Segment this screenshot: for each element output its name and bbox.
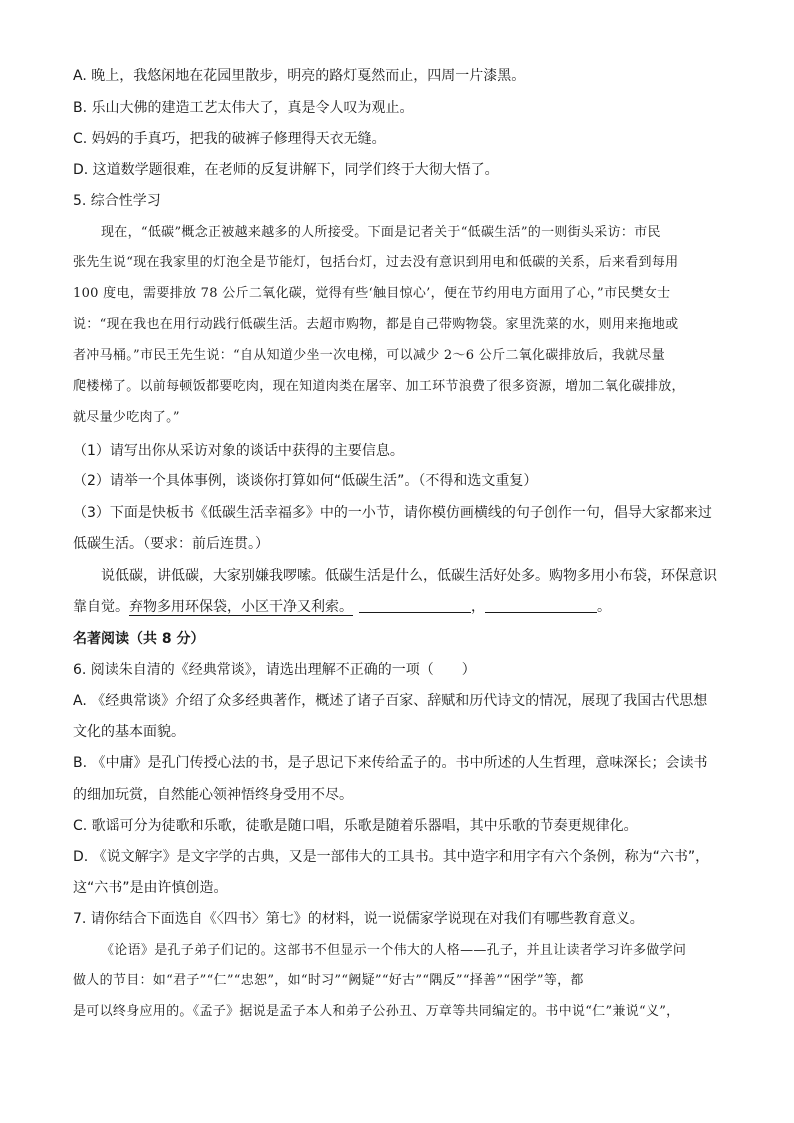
- verse-line-2: [73, 597, 733, 617]
- q4-option-c: C. 妈妈的手真巧，把我的破裤子修理得天衣无缝。: [73, 131, 386, 147]
- q4-option-d: D. 这道数学题很难，在老师的反复讲解下，同学们终于大彻大悟了。: [73, 162, 499, 178]
- q5-subquestion-3-line-2: 低碳生活。（要求：前后连贯。）: [73, 536, 269, 552]
- q5-passage-line-1: 现在，“低碳”概念正被越来越多的人所接受。下面是记者关于“低碳生活”的一则街头采访：市民: [101, 225, 661, 240]
- q5-passage-line-2: 张先生说“现在我家里的灯泡全是节能灯，包括台灯，过去没有意识到用电和低碳的关系，后来看到每用: [73, 255, 679, 270]
- verse-underlined-sentence: 弃物多用环保袋，小区干净又利索。: [129, 599, 353, 615]
- answer-blank-1[interactable]: [359, 598, 471, 613]
- q6-option-d-line-1: D. 《说文解字》是文字学的古典，又是一部伟大的工具书。其中造字和用字有六个条例，称为“六书”，: [73, 849, 710, 865]
- q7-passage-line-2: 做人的节目：如“君子”“仁”“忠恕”，如“时习”“阙疑”“好古”“隅反”“择善”“困学”等，都: [73, 973, 584, 988]
- answer-blank-2[interactable]: [485, 598, 597, 613]
- q6-stem: 6. 阅读朱自清的《经典常谈》，请选出理解不正确的一项（ ）: [73, 662, 476, 678]
- q7-stem: 7. 请你结合下面选自《〈四书〉第七》的材料，说一说儒家学说现在对我们有哪些教育意义。: [73, 911, 644, 927]
- q6-option-a-line-2: 文化的基本面貌。: [73, 724, 185, 740]
- q6-option-d-line-2: 这“六书”是由许慎创造。: [73, 880, 228, 896]
- verse-separator: ，: [471, 599, 485, 615]
- verse-line-1: 说低碳，讲低碳，大家别嫌我啰嗦。低碳生活是什么，低碳生活好处多。购物多用小布袋，环保意识: [101, 568, 717, 584]
- q5-subquestion-3-line-1: （3）下面是快板书《低碳生活幸福多》中的一小节，请你模仿画横线的句子创作一句，倡导大家都来过: [73, 505, 712, 521]
- q5-subquestion-2: （2）请举一个具体事例，谈谈你打算如何“低碳生活”。（不得和选文重复）: [73, 473, 538, 489]
- q5-passage-line-3: 100 度电，需要排放 78 公斤二氧化碳，觉得有些‘触目惊心’，便在节约用电方面用了心，”市民樊女士: [73, 286, 671, 301]
- q7-passage-line-3: 是可以终身应用的。《孟子》据说是孟子本人和弟子公孙丑、万章等共同编定的。书中说“仁”兼说“义”，: [73, 1004, 680, 1019]
- q5-passage-line-4: 说：“现在我也在用行动践行低碳生活。去超市购物，都是自己带购物袋。家里洗菜的水，则用来拖地或: [73, 317, 679, 332]
- q6-option-c: C. 歌谣可分为徒歌和乐歌，徒歌是随口唱，乐歌是随着乐器唱，其中乐歌的节奏更规律化。: [73, 818, 638, 834]
- q5-passage-line-5: 者冲马桶。”市民王先生说：“自从知道少坐一次电梯，可以减少 2～6 公斤二氧化碳排放后，我就尽量: [73, 348, 665, 363]
- q5-passage-line-7: 就尽量少吃肉了。”: [73, 410, 180, 425]
- q7-passage-line-1: 《论语》是孔子弟子们记的。这部书不但显示一个伟大的人格——孔子，并且让读者学习许多做学问: [101, 943, 687, 958]
- q4-option-a: A. 晚上，我悠闲地在花园里散步，明亮的路灯戛然而止，四周一片漆黑。: [73, 68, 526, 84]
- q5-passage-line-6: 爬楼梯了。以前每顿饭都要吃肉，现在知道肉类在屠宰、加工环节浪费了很多资源，增加二氧化碳排放，: [73, 379, 685, 394]
- q5-heading: 5. 综合性学习: [73, 193, 161, 209]
- q6-option-b-line-2: 的细加玩赏，自然能心领神悟终身受用不尽。: [73, 787, 353, 803]
- section-title: 名著阅读（共 8 分）: [73, 631, 205, 647]
- verse-end-mark: 。: [597, 599, 611, 615]
- q5-subquestion-1: （1）请写出你从采访对象的谈话中获得的主要信息。: [73, 443, 404, 459]
- verse-line-2-prefix: 靠自觉。: [73, 599, 129, 615]
- q6-option-a-line-1: A. 《经典常谈》介绍了众多经典著作，概述了诸子百家、辞赋和历代诗文的情况，展现了我国古代思想: [73, 693, 708, 709]
- q6-option-b-line-1: B. 《中庸》是孔门传授心法的书，是子思记下来传给孟子的。书中所述的人生哲理，意味深长；会读书: [73, 755, 708, 771]
- q4-option-b: B. 乐山大佛的建造工艺太伟大了，真是令人叹为观止。: [73, 100, 414, 116]
